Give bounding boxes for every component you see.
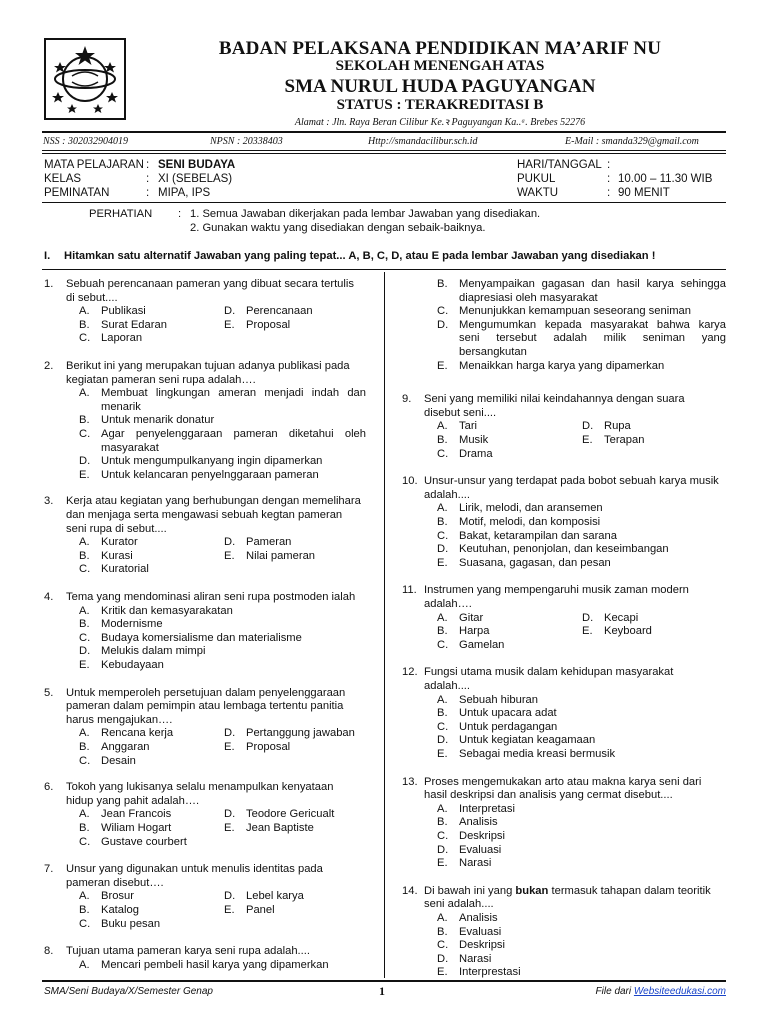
option-text[interactable]: Bakat, ketarampilan dan sarana — [459, 529, 617, 542]
contact-rule-bottom — [42, 153, 726, 154]
question-text: adalah.... — [424, 679, 471, 692]
option-text[interactable]: Untuk kelancaran penyelnggaraan pameran — [101, 468, 319, 481]
question-text: Unsur-unsur yang terdapat pada bobot sebuah karya musik — [424, 475, 719, 488]
option-text[interactable]: Untuk upacara adat — [459, 707, 557, 720]
contact-rule-top — [42, 150, 726, 151]
option-letter[interactable]: D. — [79, 645, 91, 658]
question-text: Instrumen yang mempengaruhi musik zaman modern — [424, 584, 689, 597]
option-text[interactable]: Teodore Gericualt — [246, 808, 335, 821]
kelas-sep: : — [146, 173, 150, 185]
option-text[interactable]: Motif, melodi, dan komposisi — [459, 515, 601, 528]
option-text[interactable]: Proposal — [246, 740, 291, 753]
waktu-sep: : — [607, 187, 611, 199]
mapel-value: SENI BUDAYA — [158, 159, 236, 171]
option-text[interactable]: Melukis dalam mimpi — [101, 645, 206, 658]
option-letter[interactable]: A. — [437, 611, 448, 624]
option-text[interactable]: Rencana kerja — [101, 727, 174, 740]
option-letter[interactable]: C. — [79, 563, 91, 576]
option-letter[interactable]: A. — [79, 536, 90, 549]
question-text: Proses mengemukakan arto atau makna karya seni dari — [424, 775, 702, 788]
option-text[interactable]: Modernisme — [101, 618, 163, 631]
header-status: STATUS : TERAKREDITASI B — [336, 97, 544, 113]
option-letter[interactable]: E. — [224, 821, 235, 834]
kelas-label: KELAS — [44, 173, 82, 185]
option-letter[interactable]: C. — [437, 305, 449, 318]
question-text: Untuk memperoleh persetujuan dalam penyelenggaraan — [66, 686, 346, 699]
option-text[interactable]: Musik — [459, 433, 489, 446]
option-text[interactable]: Buku pesan — [101, 917, 161, 930]
option-letter[interactable]: B. — [79, 618, 90, 631]
option-letter[interactable]: B. — [437, 925, 448, 938]
question-text: Kerja atau kegiatan yang berhubungan dengan memelihara — [66, 495, 361, 508]
option-letter[interactable]: B. — [79, 414, 90, 427]
option-text[interactable]: Terapan — [604, 433, 645, 446]
question-number: 14. — [402, 884, 418, 897]
option-letter[interactable]: B. — [437, 515, 448, 528]
option-text[interactable]: Analisis — [459, 816, 498, 829]
option-letter[interactable]: E. — [437, 556, 448, 569]
option-letter[interactable]: C. — [437, 447, 449, 460]
question-text: Unsur yang digunakan untuk menulis identitas pada — [66, 863, 323, 876]
peminatan-value: MIPA, IPS — [158, 187, 211, 199]
option-letter[interactable]: A. — [437, 502, 448, 515]
header-line-1: BADAN PELAKSANA PENDIDIKAN MA’ARIF NU — [218, 38, 662, 59]
option-letter[interactable]: B. — [437, 816, 448, 829]
option-text[interactable]: Tari — [459, 420, 478, 433]
option-text[interactable]: Pameran — [246, 536, 292, 549]
option-letter[interactable]: E. — [437, 857, 448, 870]
option-text[interactable]: Evaluasi — [459, 925, 502, 938]
footer-left: SMA/Seni Budaya/X/Semester Genap — [44, 986, 213, 997]
mapel-label: MATA PELAJARAN — [44, 159, 144, 171]
option-text[interactable]: Narasi — [459, 857, 492, 870]
question-text: Tema yang mendominasi aliran seni rupa postmoden ialah — [66, 591, 356, 603]
option-letter[interactable]: C. — [437, 829, 449, 842]
option-text[interactable]: Laporan — [101, 332, 143, 345]
question-number: 1. — [44, 278, 54, 290]
section-instruction: Hitamkan satu alternatif Jawaban yang paling tepat... A, B, C, D, atau E pada lembar Jawaban yang disediakan ! — [64, 250, 656, 262]
option-letter[interactable]: C. — [437, 720, 449, 733]
option-letter[interactable]: C. — [79, 428, 91, 440]
option-text[interactable]: Analisis — [459, 911, 498, 924]
option-text[interactable]: Untuk menarik donatur — [101, 414, 215, 427]
option-text[interactable]: Menaikkan harga karya yang dipamerkan — [459, 359, 665, 372]
option-letter[interactable]: B. — [79, 318, 90, 331]
perhatian-item: 2. Gunakan waktu yang disediakan dengan sebaik-baiknya. — [190, 222, 486, 234]
option-letter[interactable]: A. — [79, 305, 90, 318]
option-letter[interactable]: B. — [437, 707, 448, 720]
question-number: 13. — [402, 775, 418, 788]
footer-source-prefix: File dari — [595, 986, 634, 997]
option-letter[interactable]: E. — [224, 903, 235, 916]
option-text[interactable]: Sebagai media kreasi bermusik — [459, 747, 616, 760]
option-text[interactable]: Wiliam Hogart — [101, 821, 172, 834]
option-text[interactable]: Keyboard — [604, 625, 652, 638]
option-letter[interactable]: B. — [437, 625, 448, 638]
option-letter[interactable]: A. — [79, 808, 90, 821]
option-letter[interactable]: E. — [79, 468, 90, 481]
option-letter[interactable]: C. — [79, 754, 91, 767]
question-text-pre: Di bawah ini yang — [424, 884, 516, 897]
option-text[interactable]: Rupa — [604, 420, 631, 433]
option-text[interactable]: Evaluasi — [459, 843, 502, 856]
option-text[interactable]: diapresiasi oleh masyarakat — [459, 291, 598, 304]
option-text[interactable]: Perencanaan — [246, 305, 313, 318]
kelas-value: XI (SEBELAS) — [158, 173, 233, 185]
pukul-value: 10.00 – 11.30 WIB — [618, 173, 713, 185]
header-school-name: SMA NURUL HUDA PAGUYANGAN — [284, 76, 596, 97]
option-letter[interactable]: B. — [79, 903, 90, 916]
question-text: disebut seni.... — [424, 406, 497, 419]
question-text: Fungsi utama musik dalam kehidupan masyarakat — [424, 666, 674, 679]
option-letter[interactable]: A. — [437, 420, 448, 433]
option-letter[interactable]: D. — [437, 543, 449, 556]
peminatan-sep: : — [146, 187, 150, 199]
question-text: hidup yang pahit adalah…. — [66, 794, 200, 807]
option-letter[interactable]: D. — [224, 727, 236, 740]
option-letter[interactable]: B. — [79, 549, 90, 562]
question-text: adalah.... — [424, 488, 471, 501]
option-text[interactable]: Pertanggung jawaban — [246, 727, 355, 740]
footer-source — [596, 986, 726, 997]
option-letter[interactable]: E. — [79, 659, 90, 671]
option-text[interactable]: Kritik dan kemasyarakatan — [101, 604, 233, 617]
question-text: adalah…. — [424, 597, 472, 610]
option-text[interactable]: Drama — [459, 447, 493, 460]
question-number: 7. — [44, 863, 54, 876]
option-text[interactable]: menarik — [101, 400, 141, 413]
question-text-post: termasuk tahapan dalam teoritik — [548, 884, 711, 897]
option-text[interactable]: Interprestasi — [459, 966, 521, 979]
pukul-sep: : — [607, 173, 611, 185]
email: E-Mail : smanda329@gmail.com — [565, 136, 699, 147]
school-logo — [44, 38, 126, 120]
option-text[interactable]: Untuk perdagangan — [459, 720, 558, 733]
waktu-label: WAKTU — [517, 187, 559, 199]
nss: NSS : 302032904019 — [43, 136, 128, 147]
hari-label: HARI/TANGGAL — [517, 159, 602, 171]
option-text[interactable]: Agar penyelenggaraan pameran diketahui oleh — [101, 428, 366, 440]
info-rule — [42, 202, 726, 203]
option-letter[interactable]: E. — [224, 740, 235, 753]
option-letter[interactable]: D. — [437, 952, 449, 965]
perhatian-label: PERHATIAN — [89, 208, 153, 220]
option-letter[interactable]: E. — [582, 433, 593, 446]
option-text[interactable]: Kurator — [101, 536, 138, 549]
option-letter[interactable]: E. — [437, 747, 448, 760]
option-text[interactable]: seni tersebut adalah milik seniman yang — [459, 332, 726, 345]
option-text[interactable]: Mengumumkan kepada masyarakat bahwa karya — [459, 318, 726, 331]
question-number: 12. — [402, 666, 418, 679]
option-text[interactable]: Harpa — [459, 625, 490, 638]
option-letter[interactable]: E. — [224, 549, 235, 562]
option-text[interactable]: Panel — [246, 903, 275, 916]
option-letter[interactable]: D. — [582, 420, 594, 433]
perhatian-sep: : — [178, 208, 182, 220]
option-letter[interactable]: A. — [79, 727, 90, 740]
option-text[interactable]: Suasana, gagasan, dan pesan — [459, 556, 611, 569]
footer-source-link[interactable]: Websiteedukasi.com — [633, 986, 726, 997]
option-text[interactable]: Gitar — [459, 611, 484, 624]
section-rule — [42, 269, 726, 270]
option-letter[interactable]: D. — [79, 455, 91, 468]
option-letter[interactable]: D. — [224, 536, 236, 549]
option-letter[interactable]: A. — [437, 693, 448, 706]
option-text[interactable]: Lirik, melodi, dan aransemen — [459, 502, 603, 515]
option-letter[interactable]: B. — [437, 433, 448, 446]
option-text[interactable]: Menyampaikan gagasan dan hasil karya sehingga — [459, 278, 726, 290]
question-number: 11. — [402, 584, 417, 597]
option-text[interactable]: masyarakat — [101, 441, 159, 454]
option-text[interactable]: Untuk kegiatan keagamaan — [459, 734, 596, 747]
header-line-2: SEKOLAH MENENGAH ATAS — [335, 58, 545, 74]
question-text: Tokoh yang lukisanya selalu menampulkan kenyataan — [66, 781, 334, 794]
option-text[interactable]: Untuk mengumpulkanyang ingin dipamerkan — [101, 455, 323, 468]
option-letter[interactable]: D. — [224, 808, 236, 821]
option-text[interactable]: Interpretasi — [459, 802, 515, 815]
option-text[interactable]: Gustave courbert — [101, 835, 187, 848]
npsn: NPSN : 20338403 — [210, 136, 283, 147]
option-letter[interactable]: B. — [79, 740, 90, 753]
option-letter[interactable]: A. — [79, 958, 90, 971]
question-text: harus mengajukan…. — [66, 713, 173, 726]
question-text: dan menjaga serta mengawasi sebuah kegtan pameran — [66, 508, 343, 521]
option-letter[interactable]: D. — [582, 611, 594, 624]
option-text[interactable]: Mencari pembeli hasil karya yang dipamerkan — [101, 958, 329, 971]
column-divider — [384, 272, 385, 978]
option-letter[interactable]: A. — [437, 802, 448, 815]
website: Http://smandacilibur.sch.id — [368, 136, 478, 147]
question-text: seni rupa di sebut.... — [66, 522, 167, 535]
question-text — [424, 885, 726, 899]
hari-sep: : — [607, 159, 611, 171]
option-letter[interactable]: D. — [437, 843, 449, 856]
option-text[interactable]: Membuat lingkungan ameran menjadi indah dan — [101, 387, 366, 400]
option-text[interactable]: Kecapi — [604, 611, 639, 624]
option-letter[interactable]: D. — [437, 734, 449, 747]
option-letter[interactable]: C. — [79, 835, 91, 848]
question-text-bold: bukan — [515, 884, 549, 897]
waktu-value: 90 MENIT — [618, 187, 670, 199]
option-letter[interactable]: A. — [79, 890, 90, 903]
option-letter[interactable]: A. — [79, 387, 90, 400]
option-letter[interactable]: D. — [437, 318, 449, 331]
page-number: 1 — [379, 984, 385, 998]
option-text[interactable]: Publikasi — [101, 305, 146, 318]
option-letter[interactable]: B. — [437, 278, 448, 290]
perhatian-item: 1. Semua Jawaban dikerjakan pada lembar Jawaban yang disediakan. — [190, 208, 541, 220]
peminatan-label: PEMINATAN — [44, 187, 110, 199]
option-letter[interactable]: C. — [437, 939, 449, 952]
question-number: 3. — [44, 495, 54, 508]
option-text[interactable]: Jean Francois — [101, 808, 172, 821]
option-text[interactable]: Katalog — [101, 903, 139, 916]
option-text[interactable]: Budaya komersialisme dan materialisme — [101, 631, 302, 644]
question-text: pameran disebut…. — [66, 876, 164, 889]
option-text[interactable]: Nilai pameran — [246, 549, 316, 562]
question-text: hasil deskripsi dan analisis yang cermat disebut.... — [424, 789, 673, 802]
footer-rule — [42, 980, 726, 982]
question-text: Seni yang memiliki nilai keindahannya dengan suara — [424, 393, 685, 406]
option-text[interactable]: Menunjukkan kemampuan seseorang seniman — [459, 305, 691, 318]
question-number: 6. — [44, 781, 54, 794]
option-letter[interactable]: B. — [79, 821, 90, 834]
option-text[interactable]: Brosur — [101, 890, 134, 903]
option-text[interactable]: Kurasi — [101, 549, 133, 562]
option-letter[interactable]: D. — [224, 890, 236, 903]
option-text[interactable]: Deskripsi — [459, 939, 506, 952]
question-text: Tujuan utama pameran karya seni rupa adalah.... — [66, 945, 310, 958]
question-number: 5. — [44, 686, 54, 699]
question-number: 9. — [402, 393, 412, 406]
question-text: Berikut ini yang merupakan tujuan adanya publikasi pada — [66, 360, 350, 372]
pukul-label: PUKUL — [517, 173, 556, 185]
question-text: pameran dalam pemimpin atau lembaga tertentu panitia — [66, 700, 344, 713]
option-text[interactable]: Keutuhan, penonjolan, dan keseimbangan — [459, 543, 669, 556]
header-address: Alamat : Jln. Raya Beran Cilibur Ke.ꝛ Paguyangan Ka..ᵃ. Brebes 52276 — [294, 117, 586, 128]
option-letter[interactable]: E. — [437, 359, 448, 372]
option-text[interactable]: Proposal — [246, 318, 291, 331]
option-text[interactable]: Surat Edaran — [101, 318, 167, 331]
question-text: di sebut.... — [66, 291, 118, 304]
option-letter[interactable]: C. — [79, 917, 91, 930]
option-letter[interactable]: A. — [437, 911, 448, 924]
option-letter[interactable]: D. — [224, 305, 236, 318]
option-text[interactable]: Lebel karya — [246, 890, 304, 903]
question-text: kegiatan pameran seni rupa adalah…. — [66, 373, 256, 386]
option-letter[interactable]: A. — [79, 604, 90, 617]
section-number: I. — [44, 250, 51, 262]
mapel-sep: : — [146, 159, 150, 171]
question-number: 4. — [44, 591, 54, 603]
option-text[interactable]: Kuratorial — [101, 563, 149, 576]
option-text[interactable]: Narasi — [459, 952, 492, 965]
option-letter[interactable]: E. — [224, 318, 235, 331]
option-text[interactable]: Gamelan — [459, 638, 505, 651]
option-text[interactable]: Desain — [101, 754, 136, 767]
question-number: 2. — [44, 360, 54, 372]
option-letter[interactable]: C. — [437, 638, 449, 651]
question-number: 8. — [44, 945, 54, 958]
question-number: 10. — [402, 475, 418, 488]
option-letter[interactable]: E. — [582, 625, 593, 638]
header-rule — [42, 131, 726, 133]
option-text[interactable]: Jean Baptiste — [246, 821, 314, 834]
option-letter[interactable]: E. — [437, 966, 448, 979]
question-text: Sebuah perencanaan pameran yang dibuat secara tertulis — [66, 278, 354, 290]
option-letter[interactable]: C. — [437, 529, 449, 542]
option-letter[interactable]: C. — [79, 332, 91, 345]
option-text[interactable]: Sebuah hiburan — [459, 693, 539, 706]
option-text[interactable]: Deskripsi — [459, 829, 506, 842]
option-text[interactable]: Kebudayaan — [101, 659, 164, 671]
option-text[interactable]: bersangkutan — [459, 346, 527, 358]
question-text: seni adalah.... — [424, 898, 494, 911]
option-letter[interactable]: C. — [79, 631, 91, 644]
option-text[interactable]: Anggaran — [101, 740, 150, 753]
